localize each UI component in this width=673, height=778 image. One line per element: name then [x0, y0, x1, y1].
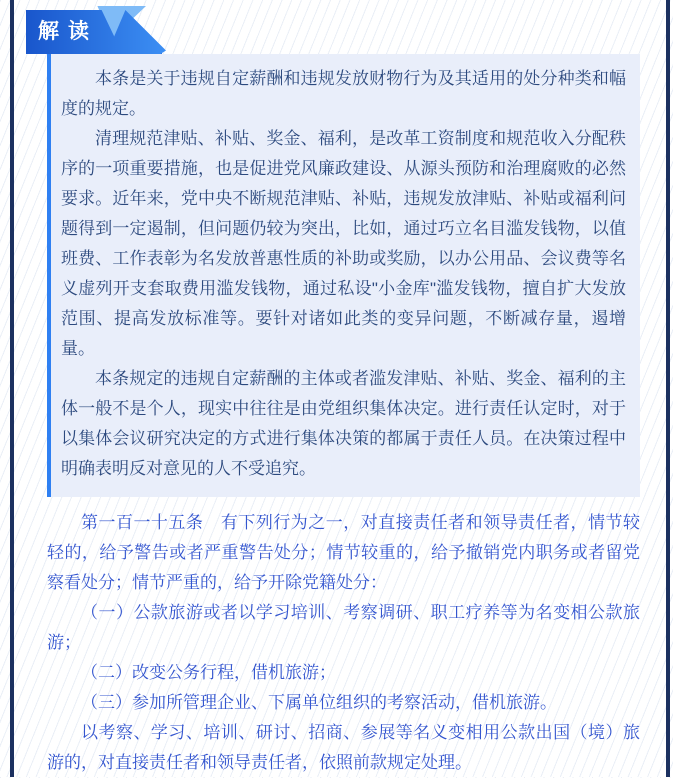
- article-list-item: （三）参加所管理企业、下属单位组织的考察活动，借机旅游。: [81, 693, 557, 712]
- article-clause: 第一百一十五条 有下列行为之一，对直接责任者和领导责任者，情节较轻的，给予警告或者严重警告处分；情节较重的，给予撤销党内职务或者留党察看处分；情节严重的，给予开除党籍处分：: [47, 513, 640, 592]
- right-frame-bar: [666, 0, 670, 777]
- interpretation-badge: [26, 6, 166, 54]
- regulation-article: [47, 508, 640, 778]
- interpretation-paragraph: 清理规范津贴、补贴、奖金、福利，是改革工资制度和规范收入分配秩序的一项重要措施，也是促进党风廉政建设、从源头预防和治理腐败的必然要求。近年来，党中央不断规范津贴、补贴，违规发放津贴、补贴或福利问题得到一定遏制，但问题仍较为突出，比如，通过巧立名目滥发钱物，以值班费、工作表彰为名发放普惠性质的补助或奖励，以办公用品、会议费等名义虚列开支套取费用滥发钱物，通过私设"小金库"滥发钱物，擅自扩大发放范围、提高发放标准等。要针对诸如此类的变异问题，不断减存量，遏增量。: [61, 129, 626, 358]
- article-list-item: （二）改变公务行程，借机旅游；: [81, 663, 336, 682]
- article-clause: 以考察、学习、培训、研讨、招商、参展等名义变相用公款出国（境）旅游的，对直接责任者和领导责任者，依照前款规定处理。: [47, 723, 640, 772]
- interpretation-paragraph: 本条是关于违规自定薪酬和违规发放财物行为及其适用的处分种类和幅度的规定。: [61, 69, 626, 118]
- badge-label: 解读: [38, 20, 98, 43]
- interpretation-paragraph: 本条规定的违规自定薪酬的主体或者滥发津贴、补贴、奖金、福利的主体一般不是个人，现实中往往是由党组织集体决定。进行责任认定时，对于以集体会议研究决定的方式进行集体决策的都属于责任人员。在决策过程中明确表明反对意见的人不受追究。: [61, 369, 626, 478]
- article-list-item: （一）公款旅游或者以学习培训、考察调研、职工疗养等为名变相公款旅游；: [47, 603, 640, 652]
- left-frame-bar: [10, 0, 14, 777]
- interpretation-box: [47, 54, 640, 497]
